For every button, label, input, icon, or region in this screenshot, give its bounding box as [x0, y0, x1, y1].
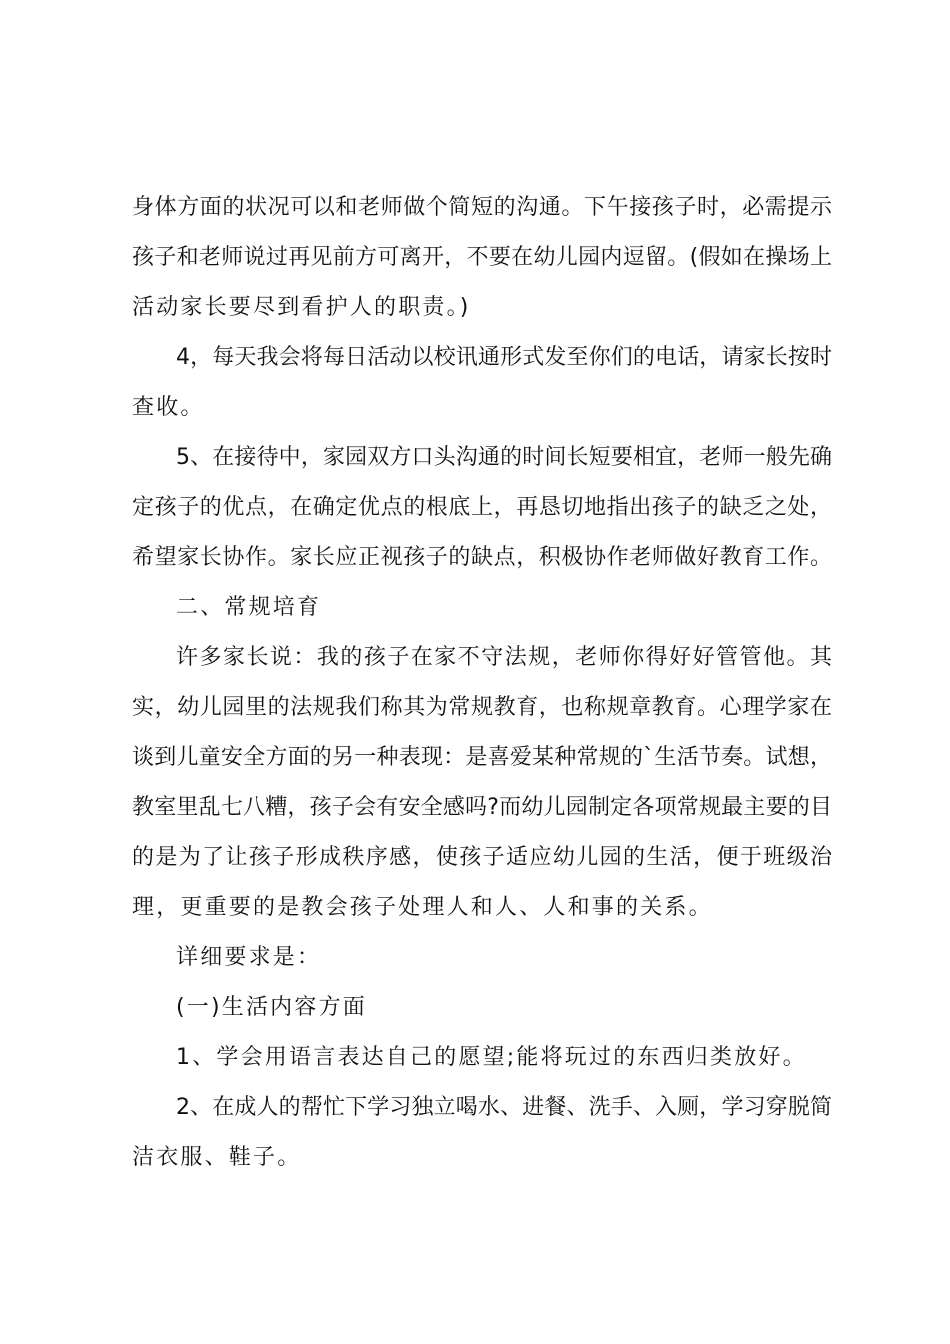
text-line: 洁衣服、鞋子。	[132, 1145, 302, 1170]
text-line: 教室里乱七八糟，孩子会有安全感吗?而幼儿园制定各项常规最主要的目	[132, 795, 832, 820]
text-line: 孩子和老师说过再见前方可离开，不要在幼儿园内逗留。(假如在操场上	[132, 245, 832, 270]
text-line: 希望家长协作。家长应正视孩子的缺点，积极协作老师做好教育工作。	[132, 545, 832, 570]
list-item: 2、在成人的帮忙下学习独立喝水、进餐、洗手、入厕，学习穿脱简	[176, 1095, 832, 1120]
text-line: 的是为了让孩子形成秩序感，使孩子适应幼儿园的生活，便于班级治	[132, 845, 832, 870]
text-line: 理，更重要的是教会孩子处理人和人、人和事的关系。	[132, 895, 713, 920]
text-line: 详细要求是：	[176, 945, 322, 970]
text-line: 5、在接待中，家园双方口头沟通的时间长短要相宜，老师一般先确	[176, 445, 832, 470]
text-line: 查收。	[132, 395, 205, 420]
text-line: 身体方面的状况可以和老师做个简短的沟通。下午接孩子时，必需提示	[132, 195, 832, 220]
text-line: 许多家长说：我的孩子在家不守法规，老师你得好好管管他。其	[176, 645, 832, 670]
text-line: 活动家长要尽到看护人的职责。)	[132, 295, 471, 320]
text-line: 4，每天我会将每日活动以校讯通形式发至你们的电话，请家长按时	[176, 345, 832, 370]
section-heading: 二、常规培育	[176, 595, 322, 620]
text-line: 谈到儿童安全方面的另一种表现：是喜爱某种常规的`生活节奏。试想，	[132, 745, 832, 770]
subsection-heading: (一)生活内容方面	[176, 995, 367, 1020]
list-item: 1、学会用语言表达自己的愿望;能将玩过的东西归类放好。	[176, 1045, 807, 1070]
text-line: 实，幼儿园里的法规我们称其为常规教育，也称规章教育。心理学家在	[132, 695, 832, 720]
text-line: 定孩子的优点，在确定优点的根底上，再恳切地指出孩子的缺乏之处，	[132, 495, 832, 520]
